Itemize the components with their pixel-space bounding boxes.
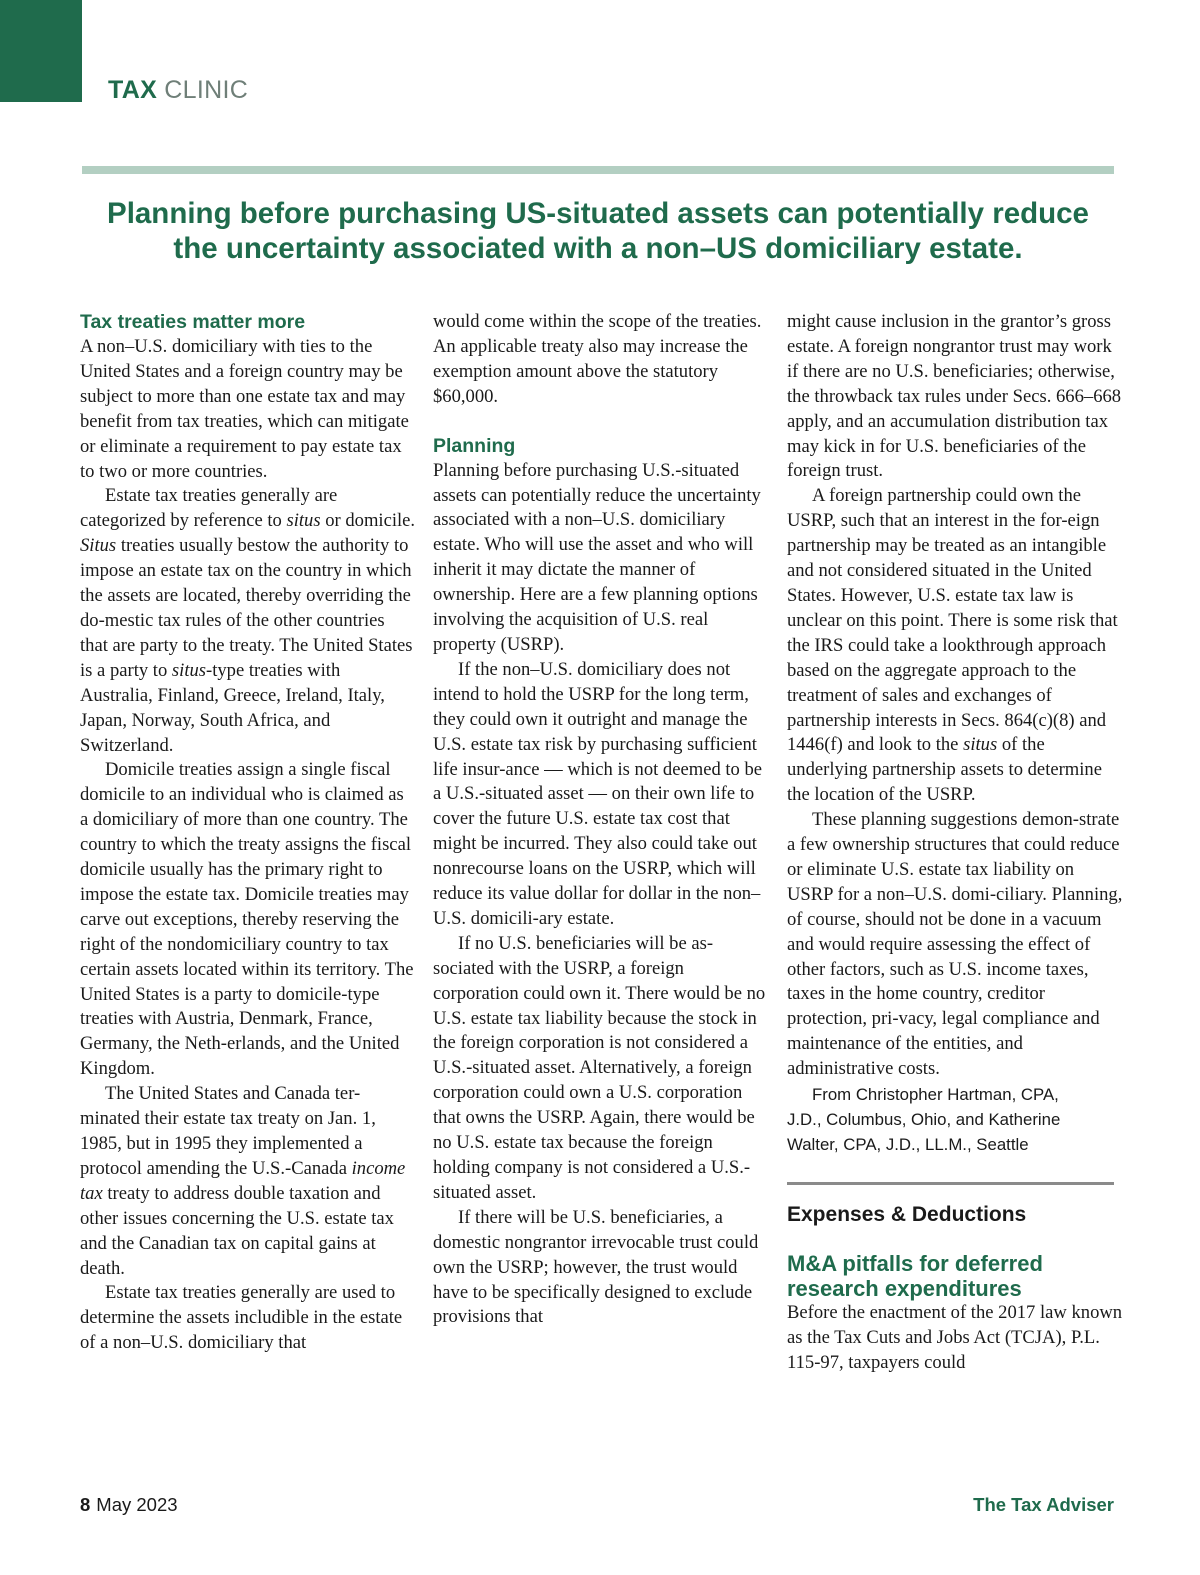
pull-quote: Planning before purchasing US-situated assets can potentially reduce the uncertainty associated with a non–US domiciliary estate. (107, 197, 1089, 265)
heading-tax-treaties: Tax treaties matter more (80, 311, 306, 333)
paragraph: If no U.S. beneficiaries will be as-sociated with the USRP, a foreign corporation could own it. There would be no U.S. estate tax liability because the stock in the foreign corporation is not considered a U.S.-situated asset. Alternatively, a foreign corporation could own a U.S. corporation that owns the USRP. Again, there would be no U.S. estate tax because the foreign holding company is not considered a U.S.-situated asset. (433, 932, 766, 1203)
paragraph: A non–U.S. domiciliary with ties to the United States and a foreign country may be subject to more than one estate tax and may benefit from tax treaties, which can mitigate or eliminate a requirement to pay estate tax to two or more countries. (80, 336, 409, 482)
footer-page-info (80, 1494, 178, 1516)
section-divider (787, 1182, 1114, 1185)
author-credit: From Christopher Hartman, CPA, J.D., Columbus, Ohio, and Katherine Walter, CPA, J.D., LL.M., Seattle (787, 1085, 1061, 1155)
paragraph: If the non–U.S. domiciliary does not intend to hold the USRP for the long term, they could own it outright and manage the U.S. estate tax risk by purchasing sufficient life insur-ance — which is not deemed to be a U.S.-situated asset — on their own life to cover the future U.S. estate tax cost that might be incurred. They also could take out nonrecourse loans on the USRP, which will reduce its value dollar for dollar in the non–U.S. domicili-ary estate. (433, 658, 763, 929)
heading-planning: Planning (433, 434, 516, 457)
paragraph: Estate tax treaties generally are categorized by reference to situs or domicile. Situs treaties usually bestow the authority to impose an estate tax on the country in which the assets are located, thereby overriding the do-mestic tax rules of the other countries that are party to the treaty. The United States is a party to situs-type treaties with Australia, Finland, Greece, Ireland, Italy, Japan, Norway, South Africa, and Switzerland. (80, 485, 416, 756)
section-label-light: CLINIC (164, 76, 249, 104)
section-label-bold: TAX (108, 76, 158, 104)
column-3 (787, 310, 1123, 1376)
column-1 (80, 310, 416, 1356)
paragraph: If there will be U.S. beneficiaries, a domestic nongrantor irrevocable trust could own the USRP; however, the trust would have to be specifically designed to exclude provisions that (433, 1206, 759, 1328)
paragraph: Estate tax treaties generally are used to determine the assets includible in the estate of a non–U.S. domiciliary that (80, 1282, 403, 1354)
paragraph: The United States and Canada ter-minated their estate tax treaty on Jan. 1, 1985, but in 1995 they implemented a protocol amending the U.S.-Canada income tax treaty to address double taxation and other issues concerning the U.S. estate tax and the Canadian tax on capital gains at death. (80, 1083, 406, 1279)
paragraph: A foreign partnership could own the USRP, such that an interest in the for-eign partnership may be treated as an intangible and not considered situated in the United States. However, U.S. estate tax law is unclear on this point. There is some risk that the IRS could take a lookthrough approach based on the aggregate approach to the treatment of sales and exchanges of partnership interests in Secs. 864(c)(8) and 1446(f) and look to the situs of the underlying partnership assets to determine the location of the USRP. (787, 485, 1118, 806)
category-heading: Expenses & Deductions (787, 1203, 1027, 1227)
article-heading: M&A pitfalls for deferred research expenditures (787, 1251, 1043, 1302)
page-number: 8 (80, 1494, 91, 1515)
paragraph: Planning before purchasing U.S.-situated assets can potentially reduce the uncertainty associated with a non–U.S. domiciliary estate. Who will use the asset and who will inherit it may dictate the manner of ownership. Here are a few planning options involving the acquisition of U.S. real property (USRP). (433, 459, 761, 655)
paragraph: These planning suggestions demon-strate a few ownership structures that could reduce or eliminate U.S. estate tax liability on USRP for a non–U.S. domi-ciliary. Planning, of course, should not be done in a vacuum and would require assessing the effect of other factors, such as U.S. income taxes, taxes in the home country, creditor protection, pri-vacy, legal compliance and maintenance of the entities, and administrative costs. (787, 809, 1123, 1080)
issue-date: May 2023 (96, 1494, 178, 1515)
paragraph: would come within the scope of the treaties. An applicable treaty also may increase the exemption amount above the statutory $60,000. (433, 311, 762, 407)
paragraph: might cause inclusion in the grantor’s gross estate. A foreign nongrantor trust may work if there are no U.S. beneficiaries; otherwise, the throwback tax rules under Secs. 666–668 apply, and an accumulation distribution tax may kick in for U.S. beneficiaries of the foreign trust. (787, 311, 1122, 482)
paragraph: Before the enactment of the 2017 law known as the Tax Cuts and Jobs Act (TCJA), P.L. 115-97, taxpayers could (787, 1302, 1123, 1373)
column-2 (433, 310, 769, 1330)
corner-color-block (0, 0, 82, 102)
top-divider (82, 166, 1114, 174)
publication-name: The Tax Adviser (973, 1494, 1114, 1515)
paragraph: Domicile treaties assign a single fiscal domicile to an individual who is claimed as a domiciliary of more than one country. The country to which the treaty assigns the fiscal domicile usually has the primary right to impose the estate tax. Domicile treaties may carve out exceptions, thereby reserving the right of the nondomiciliary country to tax certain assets located within its territory. The United States is a party to domicile-type treaties with Austria, Denmark, France, Germany, the Neth-erlands, and the United Kingdom. (80, 759, 414, 1080)
section-label (108, 76, 248, 105)
